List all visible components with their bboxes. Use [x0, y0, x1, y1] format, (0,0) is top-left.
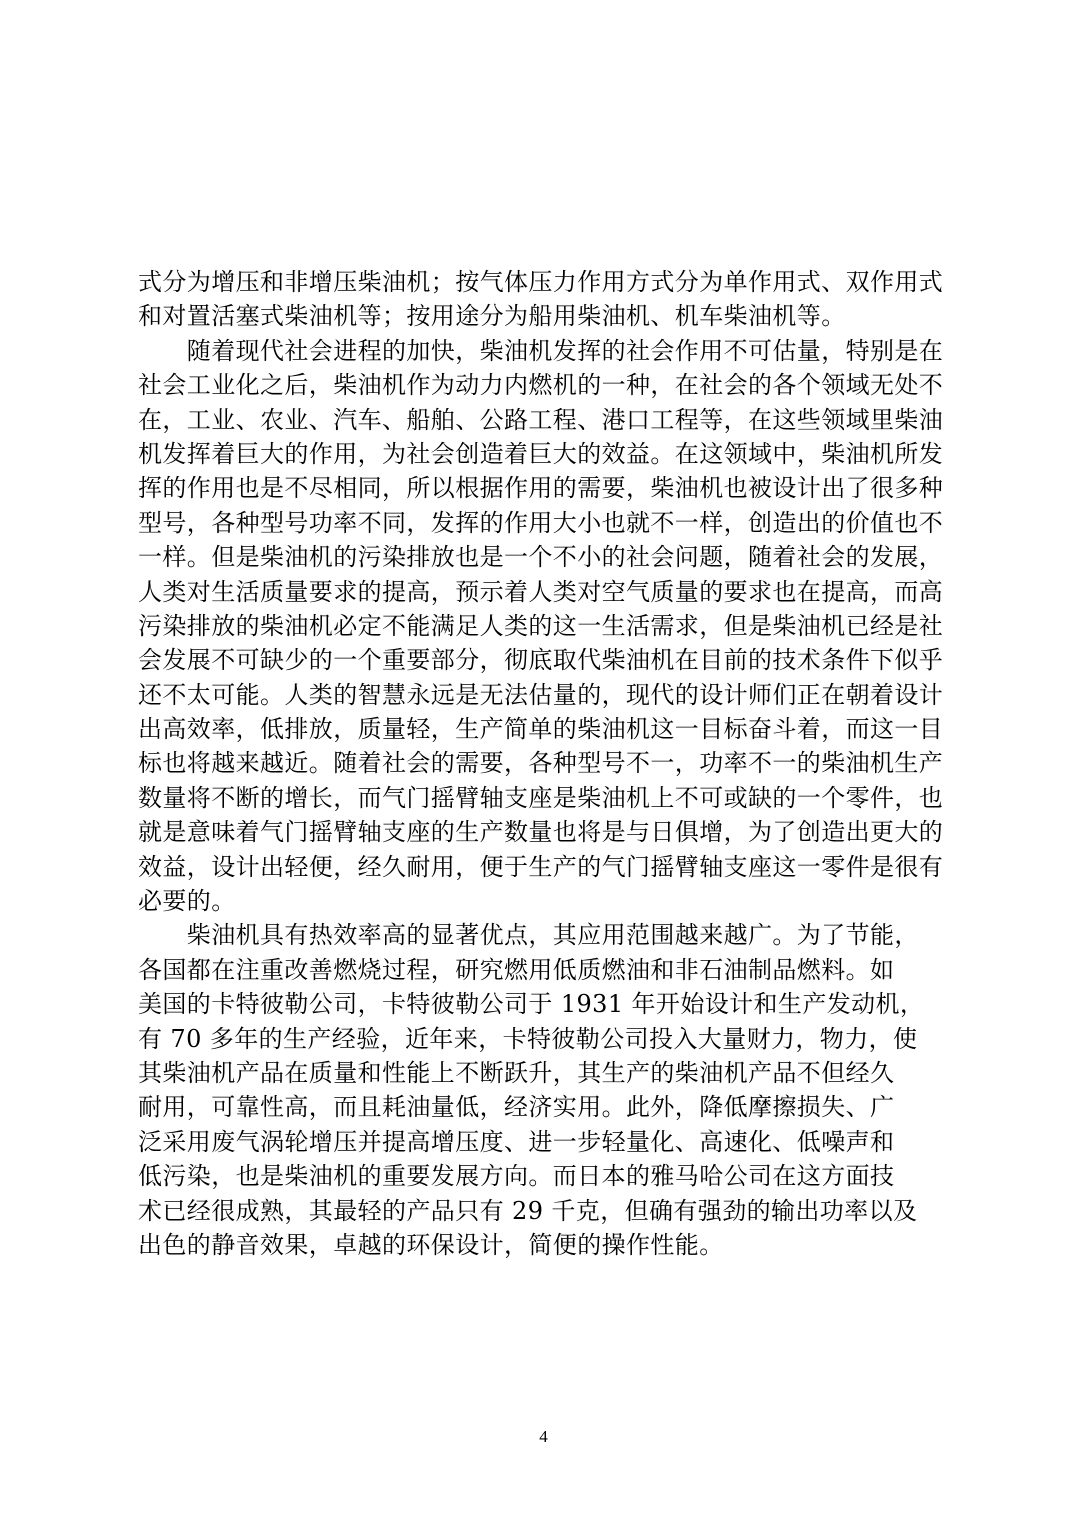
text-line: 美国的卡特彼勒公司，卡特彼勒公司于 1931 年开始设计和生产发动机，: [138, 990, 925, 1019]
text-line: 数量将不断的增长，而气门摇臂轴支座是柴油机上不可或缺的一个零件，也: [138, 783, 944, 812]
text-line: 和对置活塞式柴油机等；按用途分为船用柴油机、机车柴油机等。: [138, 302, 846, 331]
text-line: 必要的。: [138, 887, 236, 916]
text-line: 柴油机具有热效率高的显著优点，其应用范围越来越广。为了节能，: [138, 921, 919, 950]
text-line: 社会工业化之后，柴油机作为动力内燃机的一种，在社会的各个领域无处不: [138, 371, 944, 400]
text-line: 标也将越来越近。随着社会的需要，各种型号不一，功率不一的柴油机生产: [138, 749, 944, 778]
body-text: [138, 265, 986, 1262]
paragraph: [138, 334, 986, 919]
paragraph: [138, 265, 986, 334]
text-line: 挥的作用也是不尽相同，所以根据作用的需要，柴油机也被设计出了很多种: [138, 474, 944, 503]
text-line: 其柴油机产品在质量和性能上不断跃升，其生产的柴油机产品不但经久: [138, 1058, 895, 1087]
text-line: 会发展不可缺少的一个重要部分，彻底取代柴油机在目前的技术条件下似乎: [138, 646, 944, 675]
text-line: 术已经很成熟，其最轻的产品只有 29 千克，但确有强劲的输出功率以及: [138, 1196, 918, 1225]
text-line: 有 70 多年的生产经验，近年来，卡特彼勒公司投入大量财力，物力，使: [138, 1024, 918, 1053]
text-line: 一样。但是柴油机的污染排放也是一个不小的社会问题，随着社会的发展，: [138, 543, 944, 572]
text-line: 随着现代社会进程的加快，柴油机发挥的社会作用不可估量，特别是在: [138, 336, 944, 365]
text-line: 出色的静音效果，卓越的环保设计，简便的操作性能。: [138, 1230, 724, 1259]
text-line: 在，工业、农业、汽车、船舶、公路工程、港口工程等，在这些领域里柴油: [138, 405, 944, 434]
text-line: 还不太可能。人类的智慧永远是无法估量的，现代的设计师们正在朝着设计: [138, 680, 944, 709]
text-line: 低污染，也是柴油机的重要发展方向。而日本的雅马哈公司在这方面技: [138, 1162, 895, 1191]
page-number: 4: [539, 1427, 548, 1446]
text-line: 效益，设计出轻便，经久耐用，便于生产的气门摇臂轴支座这一零件是很有: [138, 852, 944, 881]
text-line: 耐用，可靠性高，而且耗油量低，经济实用。此外，降低摩擦损失、广: [138, 1093, 895, 1122]
text-line: 人类对生活质量要求的提高，预示着人类对空气质量的要求也在提高，而高: [138, 577, 944, 606]
text-line: 机发挥着巨大的作用，为社会创造着巨大的效益。在这领域中，柴油机所发: [138, 439, 944, 468]
text-line: 式分为增压和非增压柴油机；按气体压力作用方式分为单作用式、双作用式: [138, 268, 944, 296]
text-line: 型号，各种型号功率不同，发挥的作用大小也就不一样，创造出的价值也不: [138, 508, 944, 537]
text-line: 泛采用废气涡轮增压并提高增压度、进一步轻量化、高速化、低噪声和: [138, 1127, 895, 1156]
text-line: 就是意味着气门摇臂轴支座的生产数量也将是与日俱增，为了创造出更大的: [138, 818, 944, 847]
text-line: 各国都在注重改善燃烧过程，研究燃用低质燃油和非石油制品燃料。如: [138, 955, 895, 984]
paragraph: [138, 918, 986, 1262]
text-line: 污染排放的柴油机必定不能满足人类的这一生活需求，但是柴油机已经是社: [138, 611, 944, 640]
text-line: 出高效率，低排放，质量轻，生产简单的柴油机这一目标奋斗着，而这一目: [138, 715, 944, 744]
